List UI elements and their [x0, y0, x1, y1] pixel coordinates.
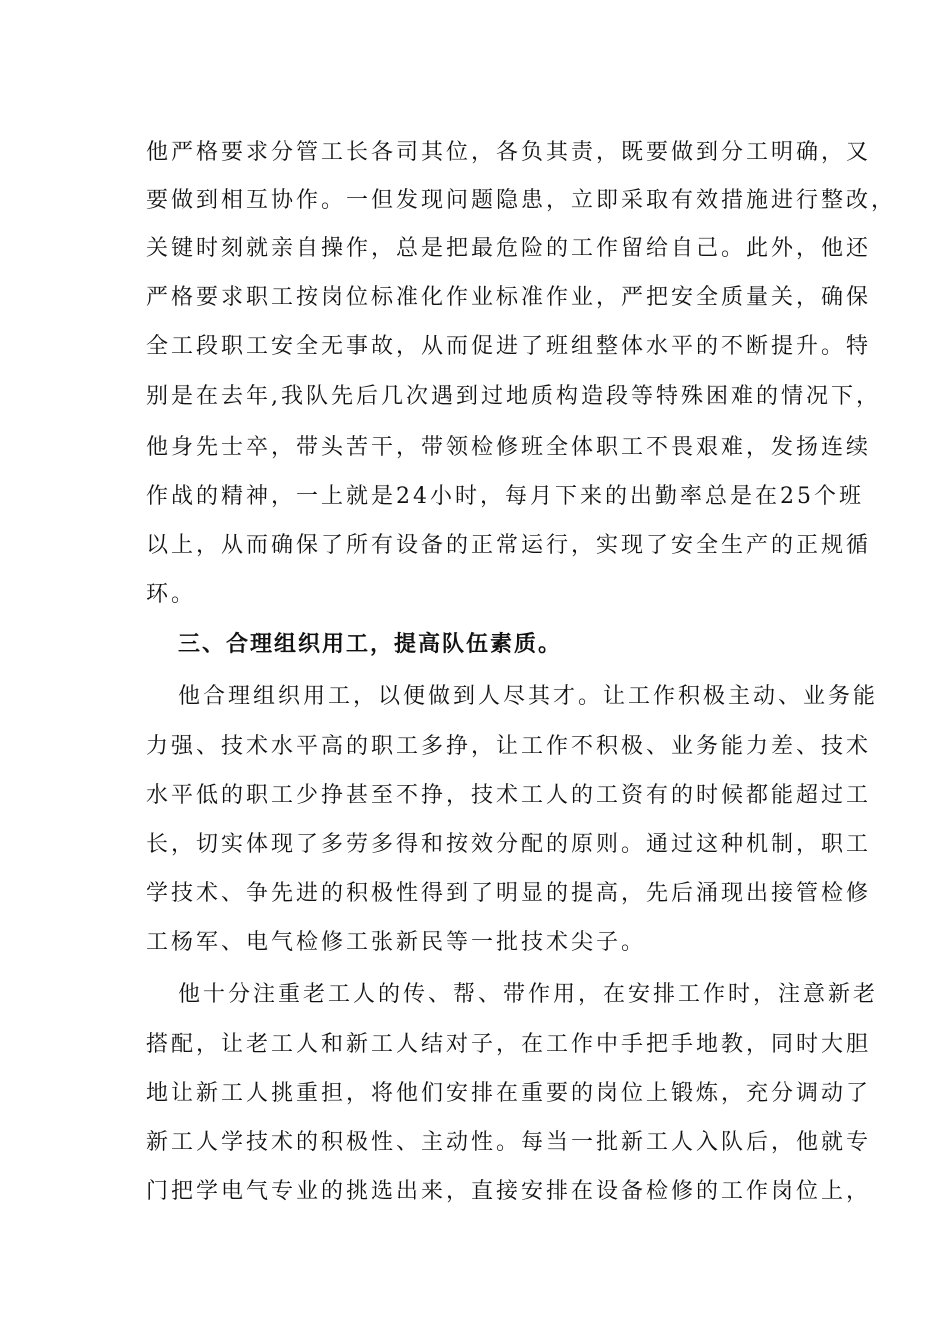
text-line: 他严格要求分管工长各司其位，各负其责，既要做到分工明确，又 — [146, 140, 872, 165]
text-line: 工杨军、电气检修工张新民等一批技术尖子。 — [146, 930, 647, 955]
text-line: 严格要求职工按岗位标准化作业标准作业，严把安全质量关，确保 — [146, 285, 872, 310]
text-line: 别是在去年,我队先后几次遇到过地质构造段等特殊困难的情况下， — [146, 384, 881, 409]
text-line: 他合理组织用工，以便做到人尽其才。让工作积极主动、业务能 — [178, 684, 879, 709]
text-line: 环。 — [146, 582, 197, 607]
text-line: 水平低的职工少挣甚至不挣，技术工人的工资有的时候都能超过工 — [146, 783, 872, 808]
text-line: 搭配，让老工人和新工人结对子，在工作中手把手地教，同时大胆 — [146, 1032, 872, 1057]
text-line: 以上，从而确保了所有设备的正常运行，实现了安全生产的正规循 — [146, 533, 872, 558]
text-line: 门把学电气专业的挑选出来，直接安排在设备检修的工作岗位上， — [146, 1179, 872, 1204]
text-line: 新工人学技术的积极性、主动性。每当一批新工人入队后，他就专 — [146, 1130, 872, 1155]
text-line: 全工段职工安全无事故，从而促进了班组整体水平的不断提升。特 — [146, 334, 872, 359]
text-line: 他十分注重老工人的传、帮、带作用，在安排工作时，注意新老 — [178, 982, 879, 1007]
text-line: 他身先士卒，带头苦干，带领检修班全体职工不畏艰难，发扬连续 — [146, 435, 872, 460]
text-line: 关键时刻就亲自操作，总是把最危险的工作留给自己。此外，他还 — [146, 236, 872, 261]
text-line: 要做到相互协作。一但发现问题隐患，立即采取有效措施进行整改， — [146, 188, 897, 213]
text-line: 学技术、争先进的积极性得到了明显的提高，先后涌现出接管检修 — [146, 881, 872, 906]
text-line: 力强、技术水平高的职工多挣，让工作不积极、业务能力差、技术 — [146, 734, 872, 759]
section-heading: 三、合理组织用工，提高队伍素质。 — [178, 632, 563, 657]
text-line: 作战的精神，一上就是24小时，每月下来的出勤率总是在25个班 — [146, 484, 864, 509]
text-line: 长，切实体现了多劳多得和按效分配的原则。通过这种机制，职工 — [146, 832, 872, 857]
text-line: 地让新工人挑重担，将他们安排在重要的岗位上锻炼，充分调动了 — [146, 1081, 872, 1106]
